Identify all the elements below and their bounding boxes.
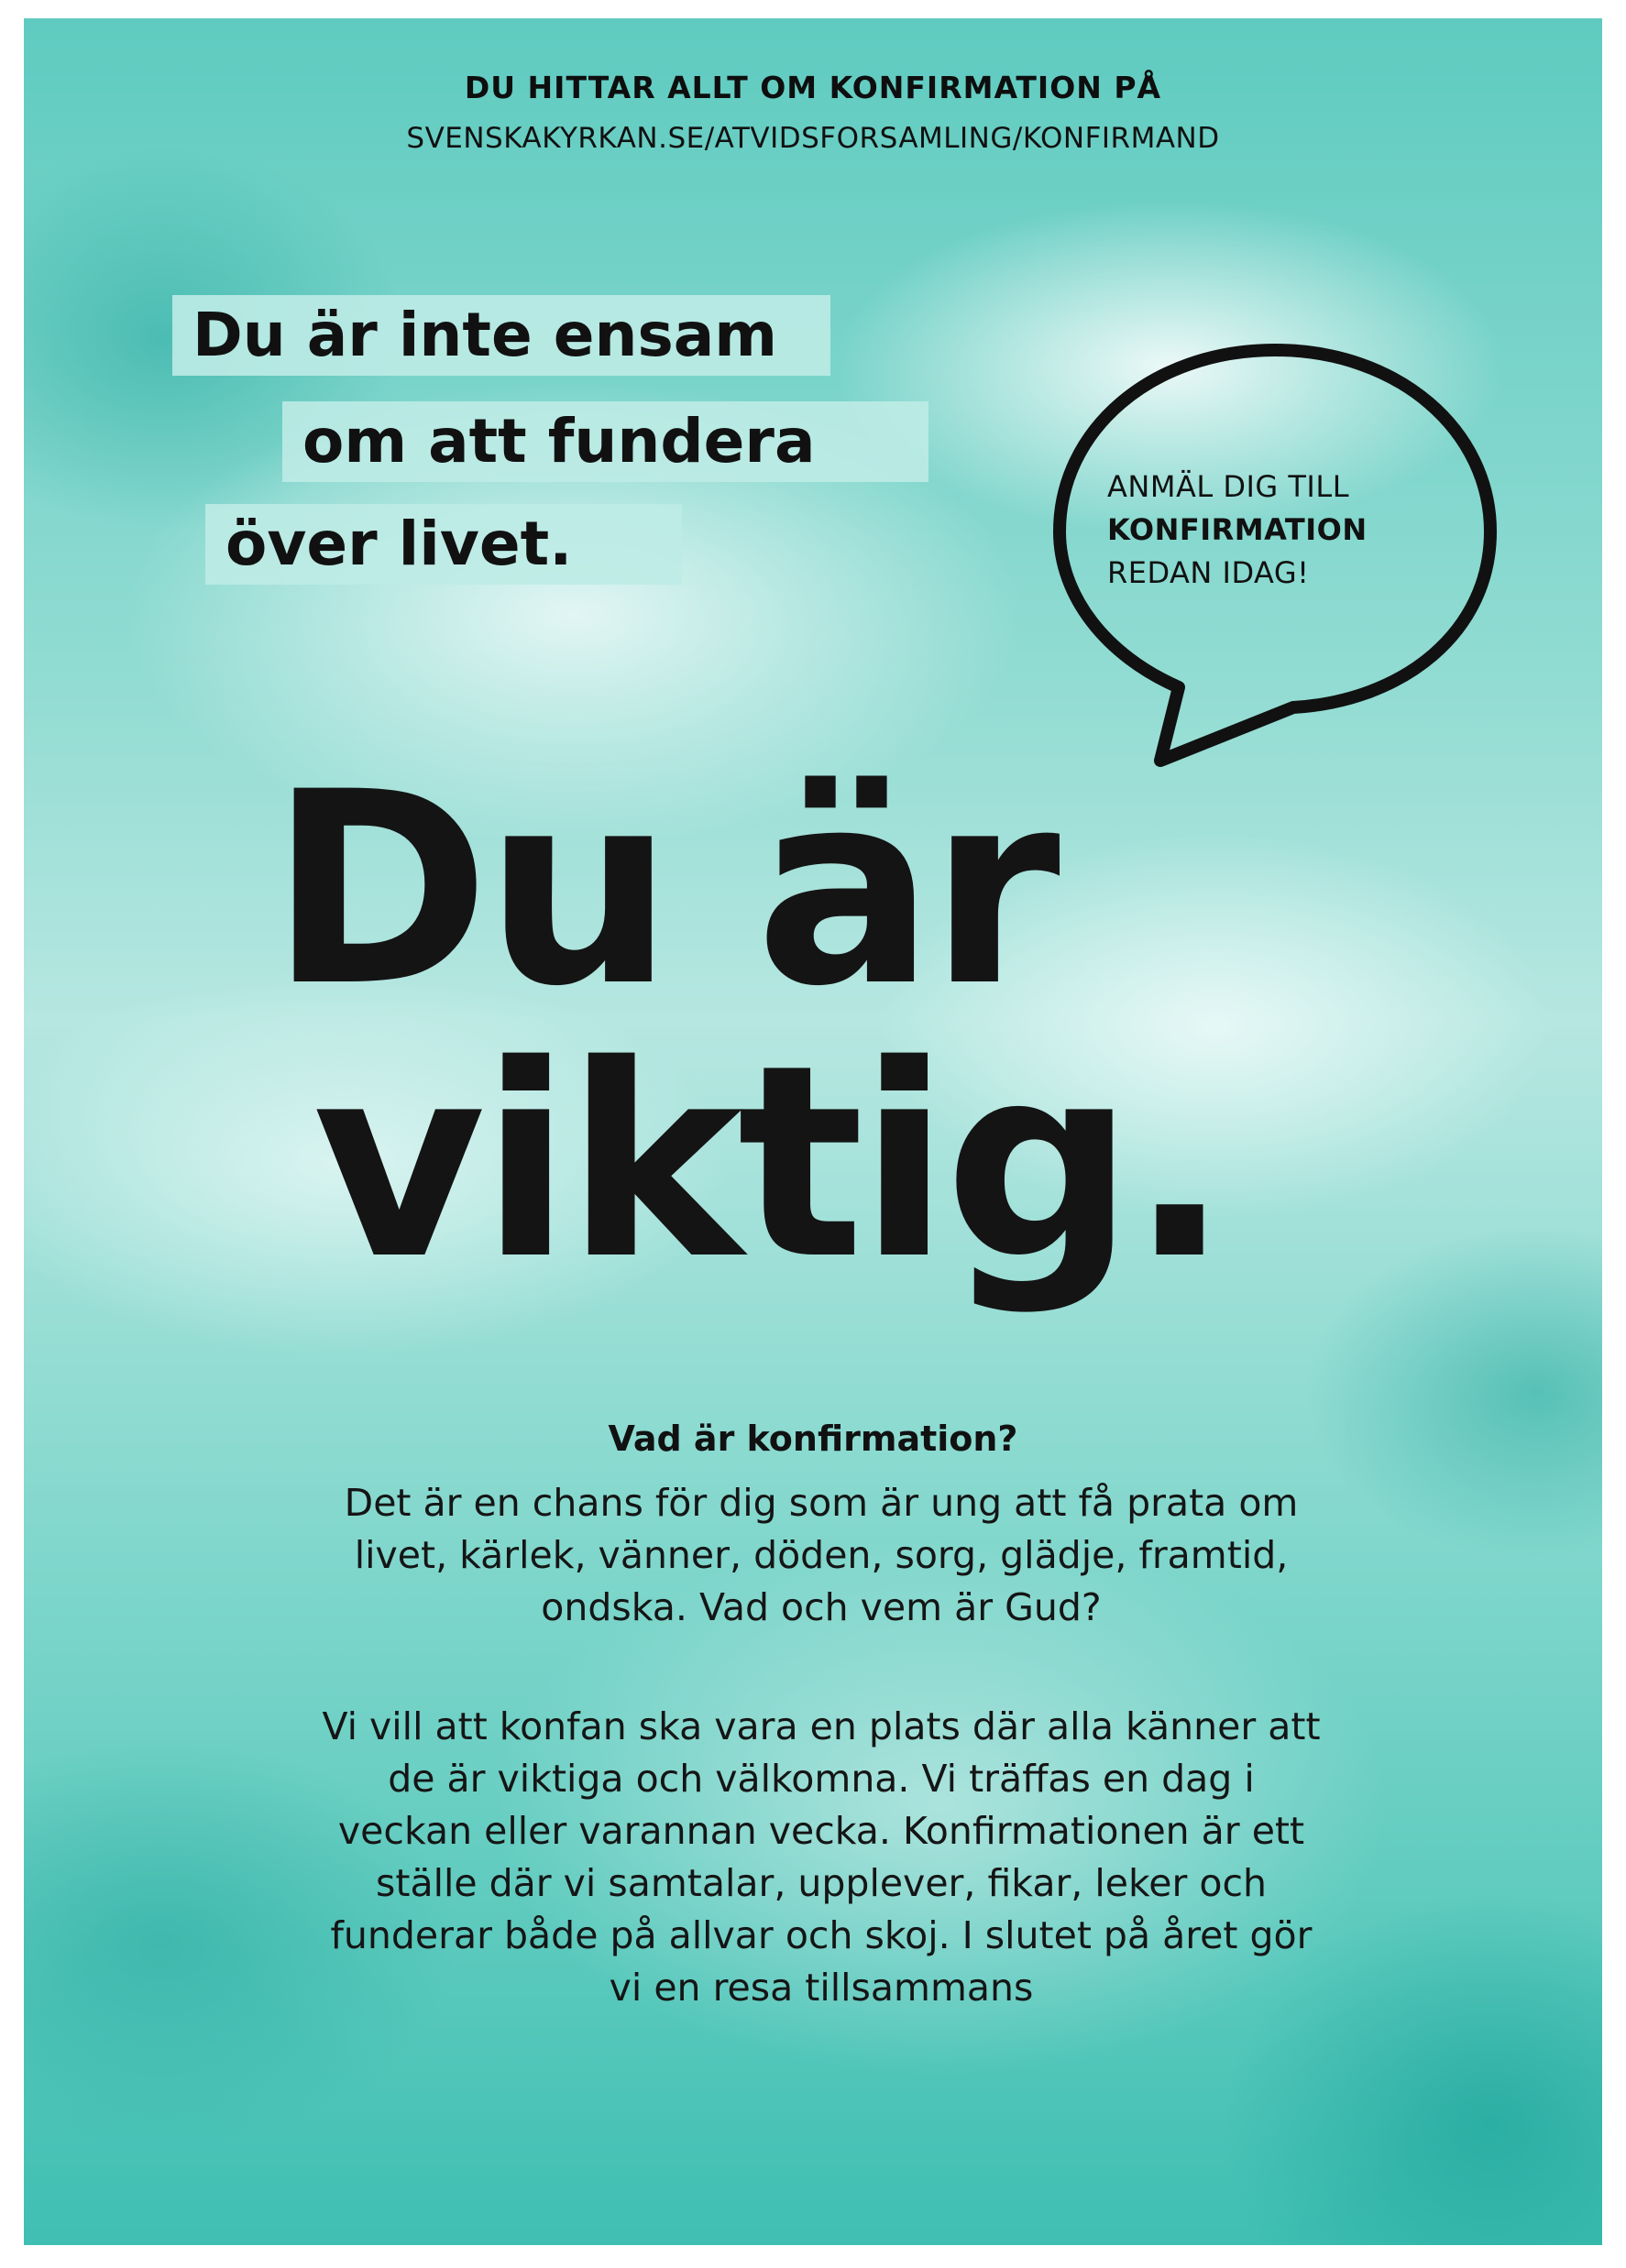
headline-line-1: Du är (269, 736, 1055, 1045)
speech-bubble-text (1107, 466, 1456, 595)
poster (24, 18, 1602, 2245)
headline-line-2: viktig. (313, 1009, 1225, 1318)
question-heading: Vad är konfirmation? (608, 1419, 1018, 1459)
bubble-line-3: REDAN IDAG! (1107, 555, 1310, 590)
paragraph-1: Det är en chans för dig som är ung att få prata om livet, kärlek, vänner, döden, sorg, glädje, framtid, ondska. Vad och vem är Gud? (344, 1481, 1299, 1629)
highlight-line-1: Du är inte ensam (172, 295, 830, 376)
highlight-line-2: om att fundera (282, 401, 928, 482)
bubble-line-1: ANMÄL DIG TILL (1107, 469, 1350, 504)
header-line: DU HITTAR ALLT OM KONFIRMATION PÅ (464, 70, 1162, 105)
paragraph-2: Vi vill att konfan ska vara en plats där alla känner att de är viktiga och välkomna. Vi träffas en dag i veckan eller varannan vecka. Konfirmationen är ett ställe där vi samtalar, upplever, fikar, leker och funderar både på allvar och skoj. I slutet på året gör vi en resa tillsammans (322, 1704, 1321, 2010)
website-url: SVENSKAKYRKAN.SE/ATVIDSFORSAMLING/KONFIRMAND (406, 122, 1220, 155)
bubble-line-2: KONFIRMATION (1107, 512, 1368, 547)
highlight-line-3: över livet. (205, 504, 682, 585)
